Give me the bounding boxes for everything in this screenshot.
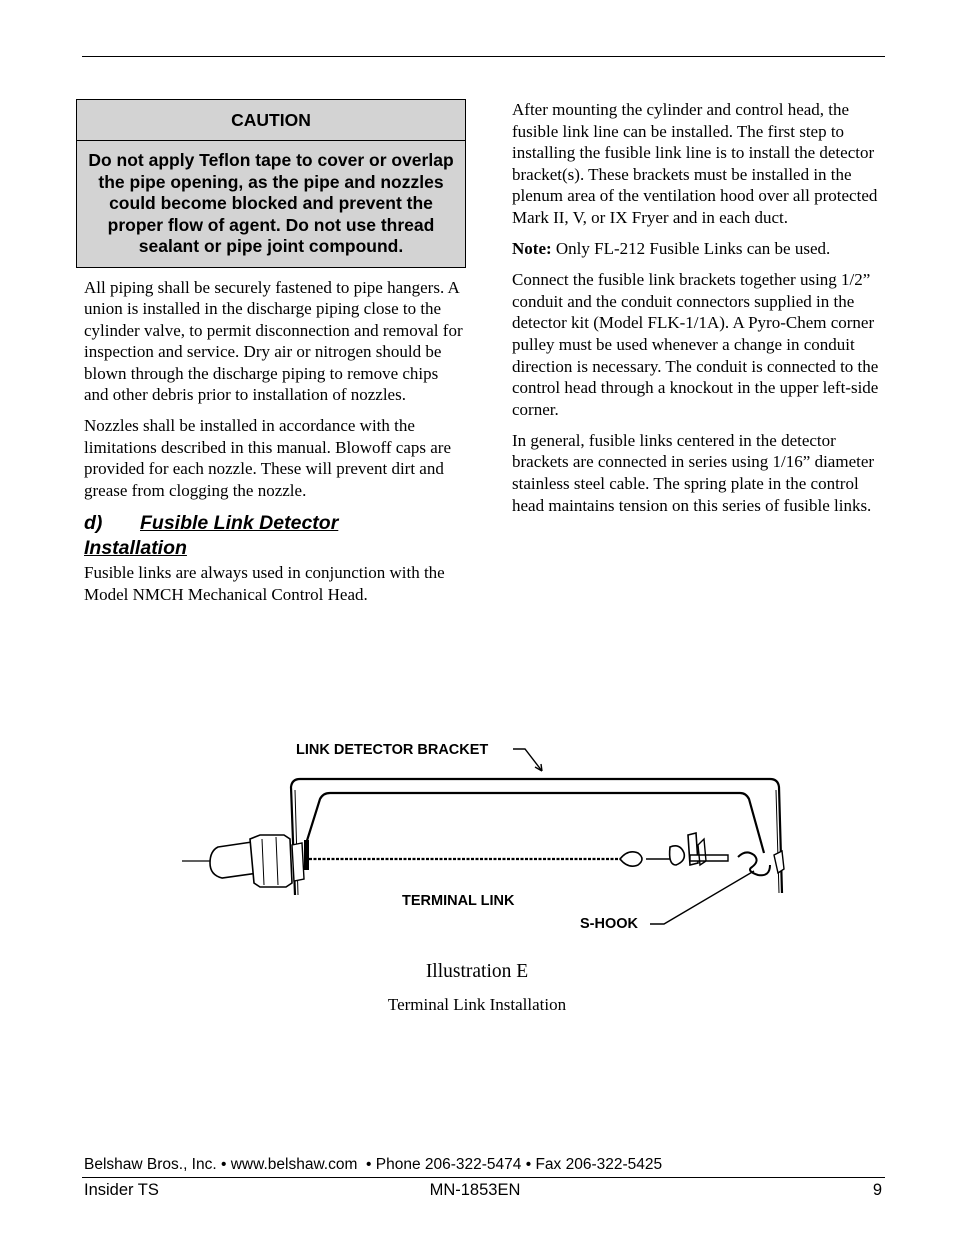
- section-number: d): [84, 512, 103, 535]
- caution-body: Do not apply Teflon tape to cover or overlap the pipe opening, as the pipe and nozzles could become blocked and prevent the proper flow of agent. Do not use thread sealant or pipe joint compound.: [88, 150, 454, 256]
- s-hook: [738, 852, 770, 875]
- illustration-subcaption: Terminal Link Installation: [387, 995, 567, 1014]
- locknut: [304, 840, 309, 870]
- illustration-caption: Illustration E: [425, 961, 529, 982]
- cable-paragraph: In general, fusible links centered in the detector brackets are connected in series using 1/16” diameter stainless steel cable. The spring plate in the control head maintains tension on this series of fusible links.: [512, 430, 875, 515]
- footer-doc-number: MN-1853EN: [429, 1181, 521, 1199]
- s-hook-leader-line: [650, 871, 754, 924]
- fusible-links-paragraph: Fusible links are always used in conjunction with the Model NMCH Mechanical Control Head.: [84, 563, 445, 605]
- footer-rule: [82, 1177, 885, 1178]
- conduit-paragraph: Connect the fusible link brackets together using 1/2” conduit and the conduit connectors supplied in the detector kit (Model FLK-1/1A). A Pyro-Chem corner pulley must be used whenever a change in conduit direction is necessary. The conduit is connected to the control head through a knockout in the upper left-side corner.: [512, 270, 879, 419]
- page-number: 9: [872, 1181, 882, 1199]
- note-paragraph: [512, 238, 888, 260]
- header-rule: [82, 56, 885, 57]
- section-heading: [76, 511, 466, 561]
- label-link-detector-bracket: LINK DETECTOR BRACKET: [296, 742, 489, 758]
- bracket-inner-edge: [295, 790, 779, 895]
- cable-loop: [620, 852, 642, 866]
- footer-fax: Fax 206-322-5425: [535, 1156, 663, 1173]
- footer-company: Belshaw Bros., Inc.: [84, 1156, 217, 1173]
- footer-contact-line: [84, 1156, 662, 1174]
- footer-bullet-3: •: [525, 1156, 532, 1173]
- note-text: Only FL-212 Fusible Links can be used.: [551, 239, 831, 259]
- footer-bullet-2: •: [366, 1156, 372, 1173]
- footer-doc-name: Insider TS: [84, 1181, 159, 1199]
- bracket-leader-line: [513, 749, 542, 771]
- footer-bullet-1: •: [220, 1156, 227, 1173]
- nozzles-paragraph: Nozzles shall be installed in accordance with the limitations described in this manual. Blowoff caps are provided for each nozzle. These will prevent dirt and grease from clogging the nozzle.: [84, 416, 451, 500]
- caution-title: CAUTION: [77, 100, 465, 141]
- left-column: [76, 99, 466, 606]
- right-column: [512, 99, 888, 526]
- label-s-hook: S-HOOK: [580, 916, 638, 932]
- caution-box: [76, 99, 466, 268]
- mounting-paragraph: After mounting the cylinder and control head, the fusible link line can be installed. The first step to installing the fusible link line is to install the detector bracket(s). These brackets must be installed in the plenum area of the ventilation hood over all protected Mark II, V, or IX Fryer and in each duct.: [512, 100, 878, 227]
- terminal-link-illustration: [180, 735, 800, 935]
- bracket-end-tab: [774, 851, 784, 873]
- note-label: Note:: [512, 239, 552, 259]
- section-title-line1: Fusible Link Detector: [140, 512, 339, 535]
- footer-website: www.belshaw.com: [230, 1156, 358, 1173]
- detector-bracket: [291, 779, 782, 895]
- connector-nut: [292, 843, 304, 881]
- footer-phone: Phone 206-322-5474: [375, 1156, 522, 1173]
- label-terminal-link: TERMINAL LINK: [402, 893, 515, 909]
- section-title-line2: Installation: [84, 537, 187, 560]
- conduit-connector: [250, 835, 292, 887]
- piping-paragraph: All piping shall be securely fastened to pipe hangers. A union is installed in the discharge piping close to the cylinder valve, to permit disconnection and removal for inspection and service. Dry air or nitrogen should be blown through the discharge piping to remove chips and other debris prior to installation of nozzles.: [84, 277, 463, 405]
